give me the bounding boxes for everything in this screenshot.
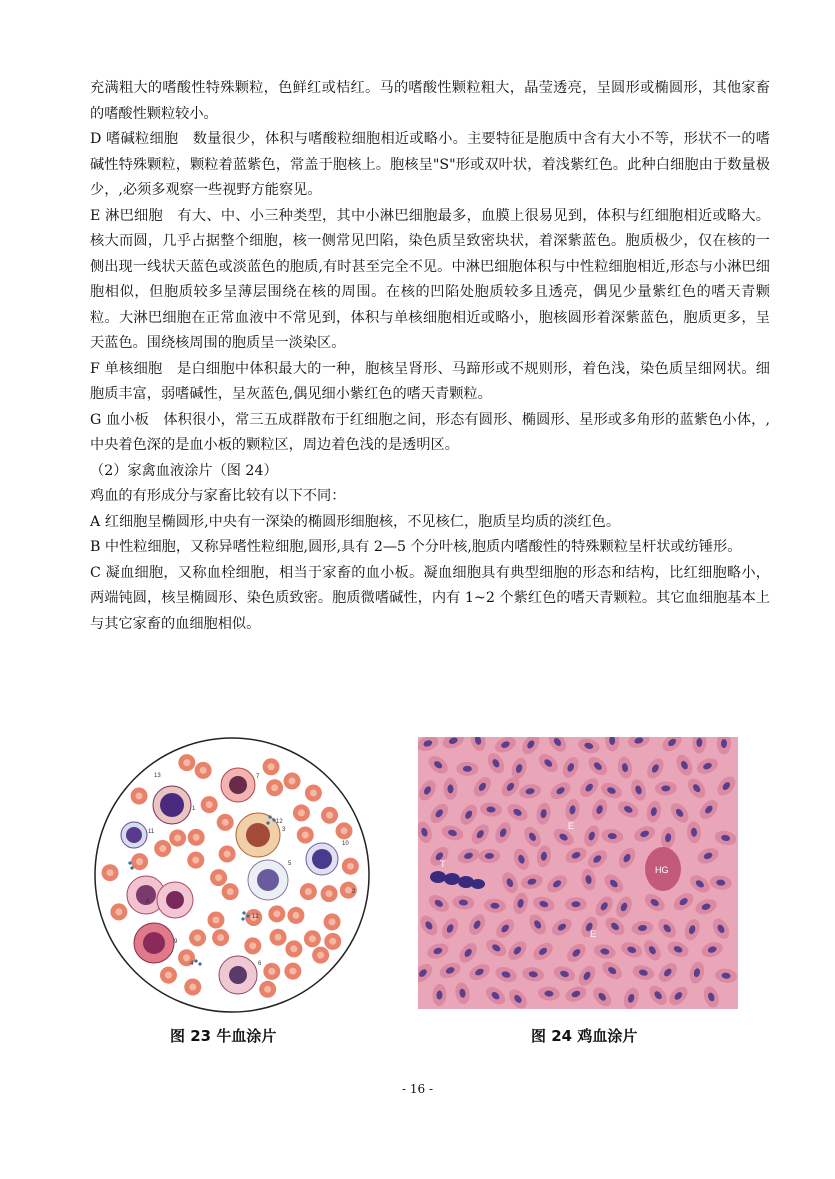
red-blood-cell-center [215,874,222,881]
red-blood-cell-center [189,984,196,991]
red-blood-cell-center [268,763,275,770]
red-blood-cell-center [224,850,231,857]
fig-label: HG [655,865,669,875]
red-blood-cell-center [136,858,143,865]
chicken-blood-smear-figure [418,737,738,1009]
red-blood-cell-center [268,968,275,975]
red-blood-cell-center [326,812,333,819]
red-blood-cell-center [310,790,317,797]
red-blood-cell-center [289,778,296,785]
red-blood-cell-center [347,863,354,870]
fig-label: 10 [342,841,349,847]
red-blood-cell-center [302,832,309,839]
red-blood-cell-center [309,935,316,942]
red-blood-cell-center [212,917,219,924]
figure-caption-left: 图 23 牛血涂片 [170,1027,277,1045]
paragraph: G 血小板 体积很小，常三五成群散布于红细胞之间，形态有圆形、椭圆形、星形或多角形的蓝紫色小体，,中央着色深的是血小板的颗粒区，周边着色浅的是透明区。 [90,411,770,453]
paragraph: C 凝血细胞，又称血栓细胞，相当于家畜的血小板。凝血细胞具有典型细胞的形态和结构，比红细胞略小，两端钝圆，核呈椭圆形、染色质致密。胞质微嗜碱性，内有 1~2 个紫红色的嗜天青颗粒。其它血细胞基本上与其它家畜的血细胞相似。 [90,564,770,632]
figure-caption-right: 图 24 鸡血涂片 [531,1027,638,1045]
paragraph: E 淋巴细胞 有大、中、小三种类型，其中小淋巴细胞最多，血膜上很易见到，体积与红细胞相近或略大。核大而圆，几乎占据整个细胞，核一侧常见凹陷，染色质呈致密块状，着深紫蓝色。胞质极少，仅在核的一侧出现一线状天蓝色或淡蓝色的胞质,有时甚至完全不见。中淋巴细胞体积与中性粒细胞相近,形态与小淋巴细胞相似，但胞质较多呈薄层围绕在核的周围。在核的凹陷处胞质较多且透亮，偶见少量紫红色的嗜天青颗粒。大淋巴细胞在正常血液中不常见到，体积与单核细胞相近或略小，胞核圆形着深紫蓝色，胞质更多，呈天蓝色。围绕核周围的胞质呈一淡染区。 [90,207,770,351]
fig-label: 12 [276,819,283,825]
red-blood-cell-center [227,888,234,895]
red-blood-cell-center [289,968,296,975]
fig-label: 7 [256,774,260,780]
fig-label: 11 [148,829,155,835]
paragraph: B 中性粒细胞，又称异嗜性粒细胞,圆形,具有 2—5 个分叶核,胞质内嗜酸性的特殊颗粒呈杆状或纺锤形。 [90,539,742,555]
cattle-blood-smear-figure [90,735,390,1045]
red-blood-cell-center [329,938,336,945]
paragraph: A 红细胞呈椭圆形,中央有一深染的椭圆形细胞核，不见核仁，胞质呈均质的淡红色。 [90,513,621,530]
section-heading: （2）家禽血液涂片（图 24） [90,462,278,479]
red-blood-cell-center [317,952,324,959]
fig-label: 8 [146,899,150,905]
red-blood-cell-center [217,934,224,941]
fig-label: 13 [154,773,161,779]
red-blood-cell-center [298,809,305,816]
fig-label: T [440,859,446,869]
fig-label: 9 [174,939,178,945]
fig-label: 1 [192,806,196,812]
red-blood-cell-center [273,910,280,917]
red-blood-cell-center [292,912,299,919]
red-blood-cell-center [159,845,166,852]
red-blood-cell-center [341,827,348,834]
red-blood-cell-center [107,869,114,876]
red-blood-cell-center [326,890,333,897]
red-blood-cell-center [264,986,271,993]
red-blood-cell-center [165,972,172,979]
red-blood-cell-center [174,834,181,841]
fig-label: 6 [258,961,262,967]
red-blood-cell-center [271,784,278,791]
paragraph: D 嗜碱粒细胞 数量很少，体积与嗜酸粒细胞相近或略小。主要特征是胞质中含有大小不等，形状不一的嗜碱性特殊颗粒，颗粒着蓝紫色，常盖于胞核上。胞核呈"S"形或双叶状，着浅紫红色。此种白细胞由于数量极少，,必须多观察一些视野方能察见。 [90,131,770,198]
red-blood-cell-center [193,834,200,841]
fig-label: E [590,929,597,939]
red-blood-cell-center [275,934,282,941]
red-blood-cell-center [183,759,190,766]
red-blood-cell-center [194,934,201,941]
paragraph: F 单核细胞 是白细胞中体积最大的一种，胞核呈肾形、马蹄形或不规则形，着色浅，染色质呈细网状。细胞质丰富，弱嗜碱性，呈灰蓝色,偶见细小紫红色的嗜天青颗粒。 [90,360,770,402]
page-number: - 16 - [401,1082,433,1096]
figures [90,735,770,1055]
red-blood-cell-center [345,887,352,894]
red-blood-cell-center [115,908,122,915]
red-blood-cell-center [249,942,256,949]
red-blood-cell-center [290,945,297,952]
red-blood-cell-center [200,767,207,774]
red-blood-cell-center [183,954,190,961]
fig-label: 4 [190,961,194,967]
red-blood-cell-center [222,819,229,826]
red-blood-cell-center [305,888,312,895]
red-blood-cell-center [206,801,213,808]
fig-label: 12 [252,914,259,920]
fig-label: 2 [352,889,356,895]
red-blood-cell-center [136,793,143,800]
fig-label: 3 [282,827,286,833]
fig-label: E [568,821,575,831]
paragraph: 鸡血的有形成分与家畜比较有以下不同： [90,488,346,504]
paragraph: 充满粗大的嗜酸性特殊颗粒，色鲜红或桔红。马的嗜酸性颗粒粗大，晶莹透亮，呈圆形或椭圆形，其他家畜的嗜酸性颗粒较小。 [90,80,770,122]
red-blood-cell-center [192,857,199,864]
red-blood-cell-center [329,918,336,925]
fig-label: 5 [288,861,292,867]
body-text [90,76,770,637]
